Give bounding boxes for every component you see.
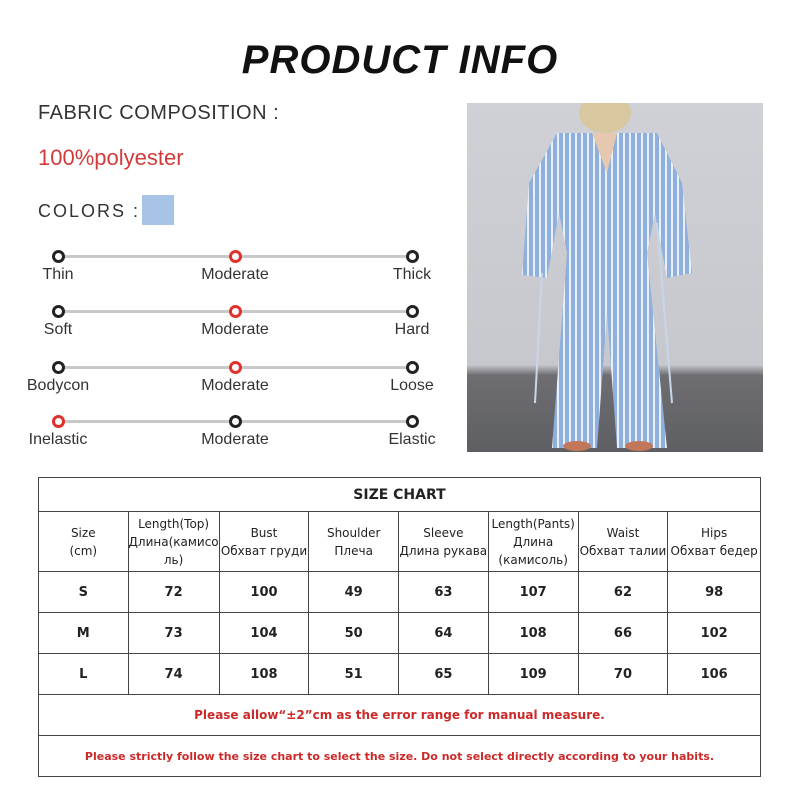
scale-dot-right: [406, 305, 419, 318]
cell-length-pants: 107: [488, 572, 578, 613]
header-hips: Hips Обхват бедер: [668, 512, 761, 572]
scale-label-left: Soft: [43, 321, 73, 338]
scale-label-right: Thick: [392, 266, 432, 283]
header-length-top: Length(Top) Длина(камисо ль): [128, 512, 219, 572]
colors-label: COLORS :: [38, 201, 141, 221]
cell-length-top: 72: [128, 572, 219, 613]
size-chart-title: SIZE CHART: [39, 478, 761, 512]
header-shoulder: Shoulder Плеча: [309, 512, 399, 572]
scale-dot-middle: [229, 361, 242, 374]
scale-dot-middle: [229, 415, 242, 428]
size-chart-header-row: [39, 512, 761, 572]
cell-length-top: 74: [128, 654, 219, 695]
softness-scale: [20, 305, 450, 355]
cell-waist: 66: [578, 613, 668, 654]
cell-length-pants: 109: [488, 654, 578, 695]
cell-shoulder: 50: [309, 613, 399, 654]
fabric-composition-label: FABRIC COMPOSITION :: [38, 102, 280, 124]
cell-waist: 70: [578, 654, 668, 695]
scale-label-right: Loose: [390, 377, 434, 394]
scale-dot-right: [406, 250, 419, 263]
model-illustration: [467, 103, 763, 452]
scale-dot-middle: [229, 250, 242, 263]
cell-shoulder: 49: [309, 572, 399, 613]
thickness-scale: [20, 250, 450, 300]
header-length-pants: Length(Pants) Длина (камисоль): [488, 512, 578, 572]
cell-bust: 100: [219, 572, 309, 613]
cell-sleeve: 65: [399, 654, 489, 695]
cell-shoulder: 51: [309, 654, 399, 695]
scale-dot-right: [406, 415, 419, 428]
scale-dot-left: [52, 250, 65, 263]
cell-hips: 98: [668, 572, 761, 613]
cell-sleeve: 63: [399, 572, 489, 613]
size-advice-note: Please strictly follow the size chart to select the size. Do not select directly according to your habits.: [39, 736, 761, 777]
cell-waist: 62: [578, 572, 668, 613]
cell-hips: 102: [668, 613, 761, 654]
scale-dot-left: [52, 305, 65, 318]
elasticity-scale: [20, 415, 450, 465]
header-size: Size (cm): [39, 512, 129, 572]
measurement-note-row: [39, 695, 761, 736]
scale-dot-middle: [229, 305, 242, 318]
scale-label-middle: Moderate: [201, 431, 269, 448]
product-photo: [467, 103, 763, 452]
scale-label-middle: Moderate: [201, 321, 269, 338]
cell-length-top: 73: [128, 613, 219, 654]
scale-dot-right: [406, 361, 419, 374]
size-advice-row: [39, 736, 761, 777]
scale-label-middle: Moderate: [201, 266, 269, 283]
cell-size: S: [39, 572, 129, 613]
cell-sleeve: 64: [399, 613, 489, 654]
scale-label-middle: Moderate: [201, 377, 269, 394]
cell-bust: 108: [219, 654, 309, 695]
size-chart-table: [38, 477, 761, 777]
scale-label-right: Hard: [394, 321, 430, 338]
scale-label-left: Inelastic: [28, 431, 88, 448]
table-row: [39, 613, 761, 654]
scale-label-right: Elastic: [388, 431, 436, 448]
header-sleeve: Sleeve Длина рукава: [399, 512, 489, 572]
table-row: [39, 654, 761, 695]
cell-length-pants: 108: [488, 613, 578, 654]
header-bust: Bust Обхват груди: [219, 512, 309, 572]
cell-bust: 104: [219, 613, 309, 654]
scale-dot-left: [52, 415, 65, 428]
cell-size: M: [39, 613, 129, 654]
measurement-error-note: Please allow“±2”cm as the error range for manual measure.: [39, 695, 761, 736]
fabric-composition-value: 100%polyester: [38, 145, 184, 170]
fit-scale: [20, 361, 450, 411]
scale-label-left: Bodycon: [26, 377, 90, 394]
table-row: [39, 572, 761, 613]
cell-size: L: [39, 654, 129, 695]
scale-label-left: Thin: [42, 266, 74, 283]
scale-dot-left: [52, 361, 65, 374]
header-waist: Waist Обхват талии: [578, 512, 668, 572]
color-swatch-light-blue[interactable]: [142, 195, 174, 225]
cell-hips: 106: [668, 654, 761, 695]
page-title: PRODUCT INFO: [241, 38, 559, 82]
